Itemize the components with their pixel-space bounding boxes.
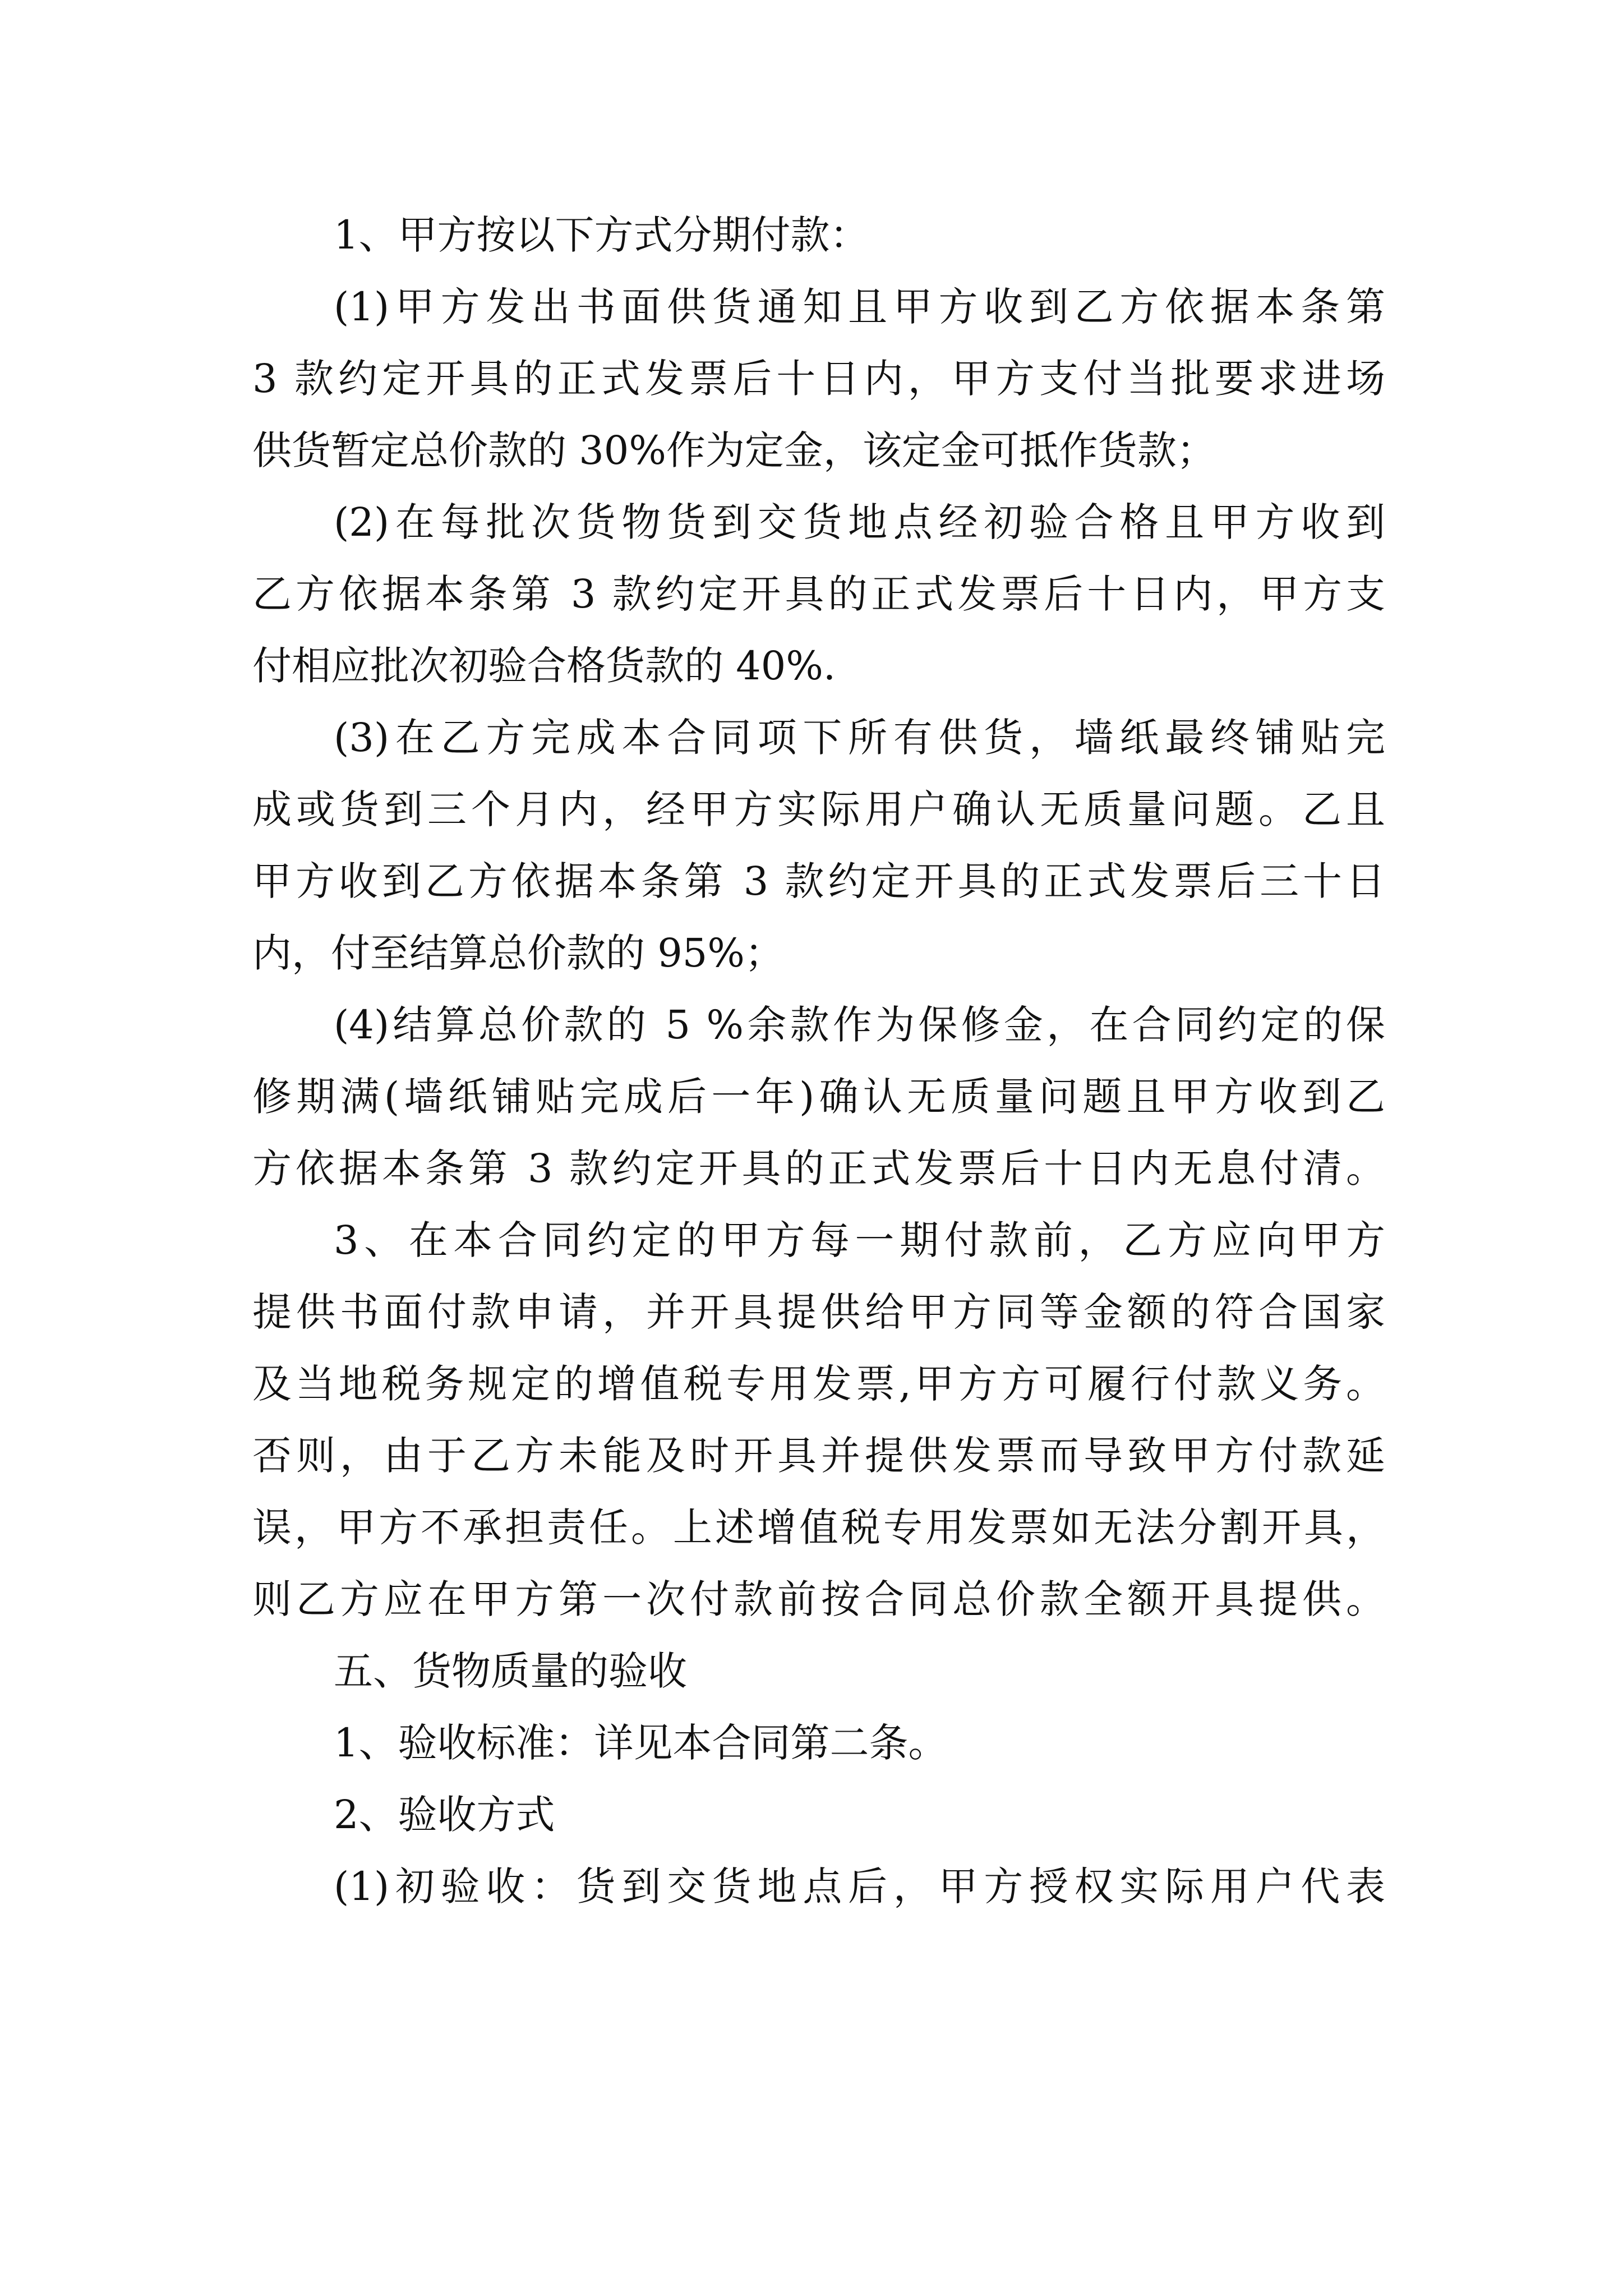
- text-line: (1)初验收：货到交货地点后，甲方授权实际用户代表: [334, 1864, 1385, 1910]
- text-line: 乙方依据本条第 3 款约定开具的正式发票后十日内，甲方支: [252, 571, 1385, 617]
- text-line: (1)甲方发出书面供货通知且甲方收到乙方依据本条第: [334, 284, 1385, 330]
- text-line: 否则，由于乙方未能及时开具并提供发票而导致甲方付款延: [252, 1433, 1385, 1479]
- text-line: 3、在本合同约定的甲方每一期付款前，乙方应向甲方: [334, 1217, 1385, 1263]
- text-line: 1、甲方按以下方式分期付款：: [334, 212, 869, 258]
- text-line: (2)在每批次货物货到交货地点经初验合格且甲方收到: [334, 499, 1385, 545]
- text-line: 内，付至结算总价款的 95%；: [252, 930, 784, 976]
- text-line: 供货暂定总价款的 30%作为定金，该定金可抵作货款；: [252, 427, 1216, 473]
- text-line: 则乙方应在甲方第一次付款前按合同总价款全额开具提供。: [252, 1576, 1385, 1622]
- text-line: (4)结算总价款的 5 %余款作为保修金，在合同约定的保: [334, 1002, 1385, 1048]
- text-line: 付相应批次初验合格货款的 40%.: [252, 643, 836, 689]
- text-line: 及当地税务规定的增值税专用发票,甲方方可履行付款义务。: [252, 1361, 1385, 1407]
- text-line: 方依据本条第 3 款约定开具的正式发票后十日内无息付清。: [252, 1145, 1385, 1191]
- text-line: 提供书面付款申请，并开具提供给甲方同等金额的符合国家: [252, 1289, 1385, 1335]
- text-line: 3 款约定开具的正式发票后十日内，甲方支付当批要求进场: [252, 356, 1385, 402]
- text-line: 1、验收标准：详见本合同第二条。: [334, 1720, 948, 1766]
- section-heading: 五、货物质量的验收: [334, 1648, 687, 1694]
- text-line: (3)在乙方完成本合同项下所有供货，墙纸最终铺贴完: [334, 715, 1385, 761]
- text-line: 成或货到三个月内，经甲方实际用户确认无质量问题。乙且: [252, 786, 1385, 832]
- text-line: 修期满(墙纸铺贴完成后一年)确认无质量问题且甲方收到乙: [252, 1074, 1385, 1120]
- text-line: 甲方收到乙方依据本条第 3 款约定开具的正式发票后三十日: [252, 858, 1385, 904]
- text-line: 误，甲方不承担责任。上述增值税专用发票如无法分割开具，: [252, 1504, 1385, 1550]
- text-line: 2、验收方式: [334, 1792, 555, 1838]
- document-body: [252, 199, 1385, 1922]
